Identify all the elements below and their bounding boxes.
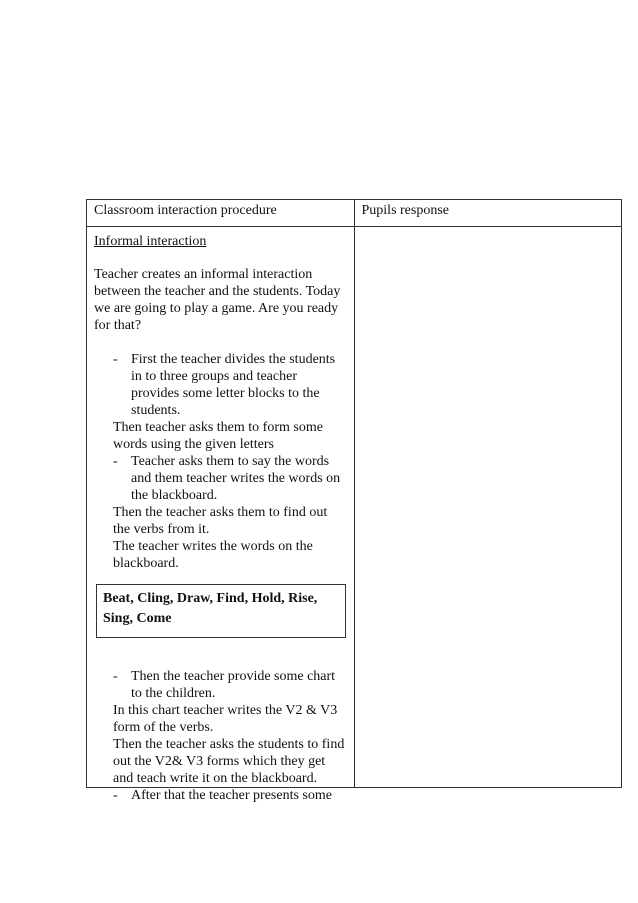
bullet-dash: - (113, 352, 118, 367)
response-content (355, 227, 622, 787)
response-cell (354, 227, 622, 788)
verb-list-box: Beat, Cling, Draw, Find, Hold, Rise, Sing, Come (96, 584, 346, 638)
bullet-item-3 (94, 668, 348, 702)
bullet-text-1: First the teacher divides the students in to three groups and teacher provides some letter blocks to the students. (131, 352, 336, 418)
bullet-dash: - (113, 454, 118, 469)
section-heading: Informal interaction (94, 234, 207, 249)
bullet-item-4 (94, 787, 348, 804)
step-text-2a: Then the teacher asks them to find out the verbs from it. (113, 505, 328, 537)
bullet-dash: - (113, 669, 118, 684)
step-text-2b: The teacher writes the words on the blackboard. (113, 539, 313, 571)
bullet-text-2: Teacher asks them to say the words and them teacher writes the words on the blackboard. (131, 454, 341, 503)
intro-paragraph: Teacher creates an informal interaction between the teacher and the students. Today we are going to play a game. Are you ready for that? (94, 267, 341, 333)
table-header-row (87, 200, 622, 227)
procedure-cell (87, 227, 355, 803)
step-text-3a: In this chart teacher writes the V2 & V3 form of the verbs. (113, 703, 338, 735)
header-cell-procedure (87, 200, 355, 227)
bullet-text-4: After that the teacher presents some (131, 788, 332, 803)
bullet-item-2 (94, 453, 348, 504)
header-procedure-label: Classroom interaction procedure (94, 203, 277, 218)
step-text-3b: Then the teacher asks the students to find out the V2& V3 forms which they get and teach write it on the blackboard. (113, 737, 345, 786)
bullet-text-3: Then the teacher provide some chart to the children. (131, 669, 336, 701)
step-text-1: Then teacher asks them to form some words using the given letters (113, 420, 323, 452)
header-cell-response (354, 200, 622, 227)
lesson-procedure-table (86, 199, 622, 803)
bullet-dash: - (113, 788, 118, 803)
table-body-row (87, 227, 622, 788)
procedure-content (87, 227, 354, 803)
header-response-label: Pupils response (361, 203, 449, 218)
bullet-item-1 (94, 351, 348, 419)
